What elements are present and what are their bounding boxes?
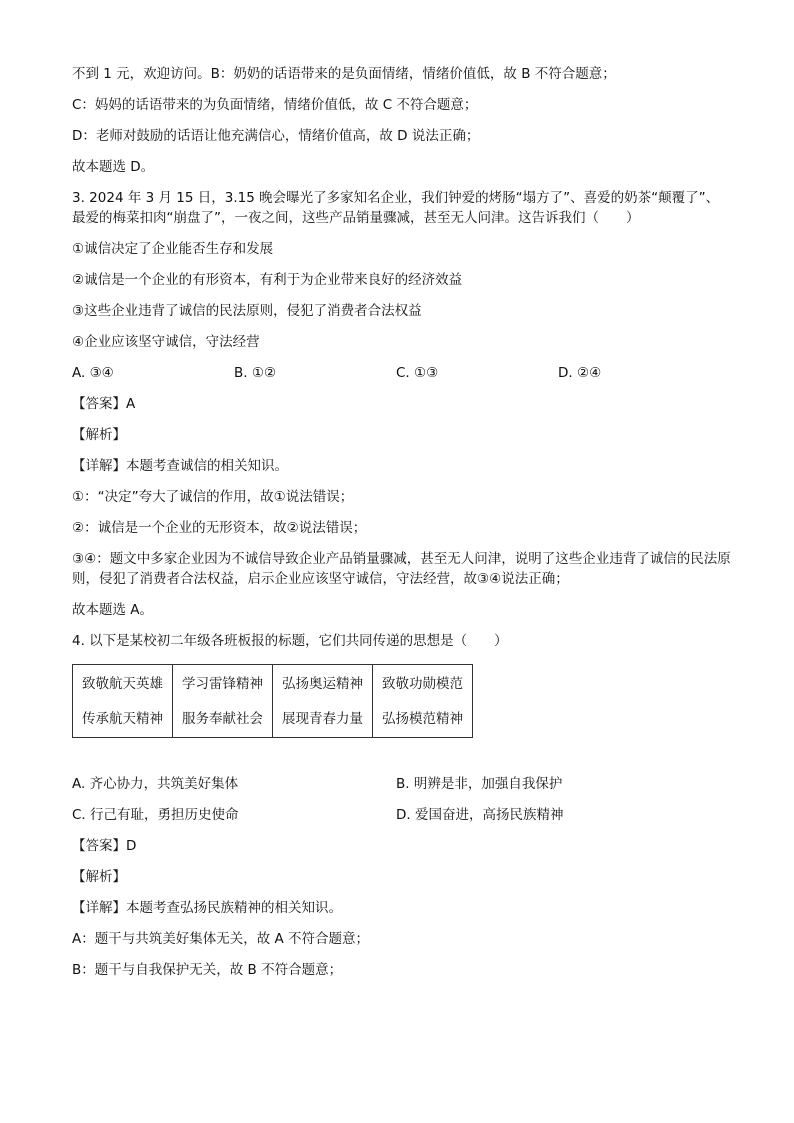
q3-analysis-heading: 【解析】 — [72, 427, 126, 443]
q4-options-row-2 — [72, 805, 732, 836]
q3-option-c: C. ①③ — [396, 365, 439, 381]
q3-explanation-3: ③④：题文中多家企业因为不诚信导致企业产品销量骤减，甚至无人问津，说明了这些企业违背了诚信的民法原则，侵犯了消费者合法权益，启示企业应该坚守诚信，守法经营，故③④说法正确； — [72, 551, 731, 587]
question-4-stem: 4. 以下是某校初二年级各班板报的标题，它们共同传递的思想是（ ） — [72, 633, 508, 649]
q4-option-b: B. 明辨是非，加强自我保护 — [396, 776, 563, 792]
document-page — [72, 64, 732, 991]
banner-title: 学习雷锋精神 — [182, 676, 263, 692]
q3-option-d: D. ②④ — [558, 365, 602, 381]
q4-option-a: A. 齐心协力，共筑美好集体 — [72, 776, 239, 792]
banner-title: 展现青春力量 — [282, 711, 363, 727]
q3-detail: 【详解】本题考查诚信的相关知识。 — [72, 458, 288, 474]
q4-explanation-2: B：题干与自我保护无关，故 B 不符合题意； — [72, 962, 343, 978]
banner-title: 致敬功勋模范 — [382, 676, 463, 692]
banner-title: 传承航天精神 — [82, 711, 163, 727]
q3-explanation-2: ②：诚信是一个企业的无形资本，故②说法错误； — [72, 520, 367, 536]
q3-answer: 【答案】A — [72, 396, 136, 412]
banner-cell — [273, 665, 373, 738]
q3-statement-4: ④企业应该坚守诚信，守法经营 — [72, 334, 260, 350]
q3-option-b: B. ①② — [234, 365, 277, 381]
q4-option-d: D. 爱国奋进，高扬民族精神 — [396, 807, 564, 823]
banner-title: 弘扬奥运精神 — [282, 676, 363, 692]
prev-answer-line-1: 不到 1 元，欢迎访问。B：奶奶的话语带来的是负面情绪，情绪价值低，故 B 不符合题意； — [72, 66, 616, 82]
banner-title: 致敬航天英雄 — [82, 676, 163, 692]
q4-explanation-1: A：题干与共筑美好集体无关，故 A 不符合题意； — [72, 931, 370, 947]
q4-option-c: C. 行己有耻，勇担历史使命 — [72, 807, 239, 823]
q3-statement-2: ②诚信是一个企业的有形资本，有利于为企业带来良好的经济效益 — [72, 272, 463, 288]
prev-answer-line-3: D：老师对鼓励的话语让他充满信心，情绪价值高，故 D 说法正确； — [72, 128, 480, 144]
q3-option-a: A. ③④ — [72, 365, 114, 381]
banner-titles-table — [72, 664, 473, 738]
spacer — [72, 752, 732, 774]
banner-title: 服务奉献社会 — [182, 711, 263, 727]
q4-analysis-heading: 【解析】 — [72, 869, 126, 885]
banner-cell — [173, 665, 273, 738]
prev-answer-line-2: C：妈妈的话语带来的为负面情绪，情绪价值低，故 C 不符合题意； — [72, 97, 478, 113]
banner-cell — [73, 665, 173, 738]
prev-conclusion: 故本题选 D。 — [72, 159, 155, 175]
q3-statement-1: ①诚信决定了企业能否生存和发展 — [72, 241, 274, 257]
q3-options — [72, 363, 732, 394]
q4-answer: 【答案】D — [72, 838, 137, 854]
q3-explanation-1: ①：“决定”夸大了诚信的作用，故①说法错误； — [72, 489, 354, 505]
q3-conclusion: 故本题选 A。 — [72, 602, 154, 618]
q3-statement-3: ③这些企业违背了诚信的民法原则，侵犯了消费者合法权益 — [72, 303, 422, 319]
banner-title: 弘扬模范精神 — [382, 711, 463, 727]
q4-options-row-1 — [72, 774, 732, 805]
banner-cell — [373, 665, 473, 738]
q4-detail: 【详解】本题考查弘扬民族精神的相关知识。 — [72, 900, 342, 916]
question-3-stem: 3. 2024 年 3 月 15 日，3.15 晚会曝光了多家知名企业，我们钟爱的烤肠“塌方了”、喜爱的奶茶“颠覆了”、最爱的梅菜扣肉“崩盘了”，一夜之间，这些产品销量骤减，甚至无人问津。这告诉我们（ ） — [72, 190, 720, 226]
